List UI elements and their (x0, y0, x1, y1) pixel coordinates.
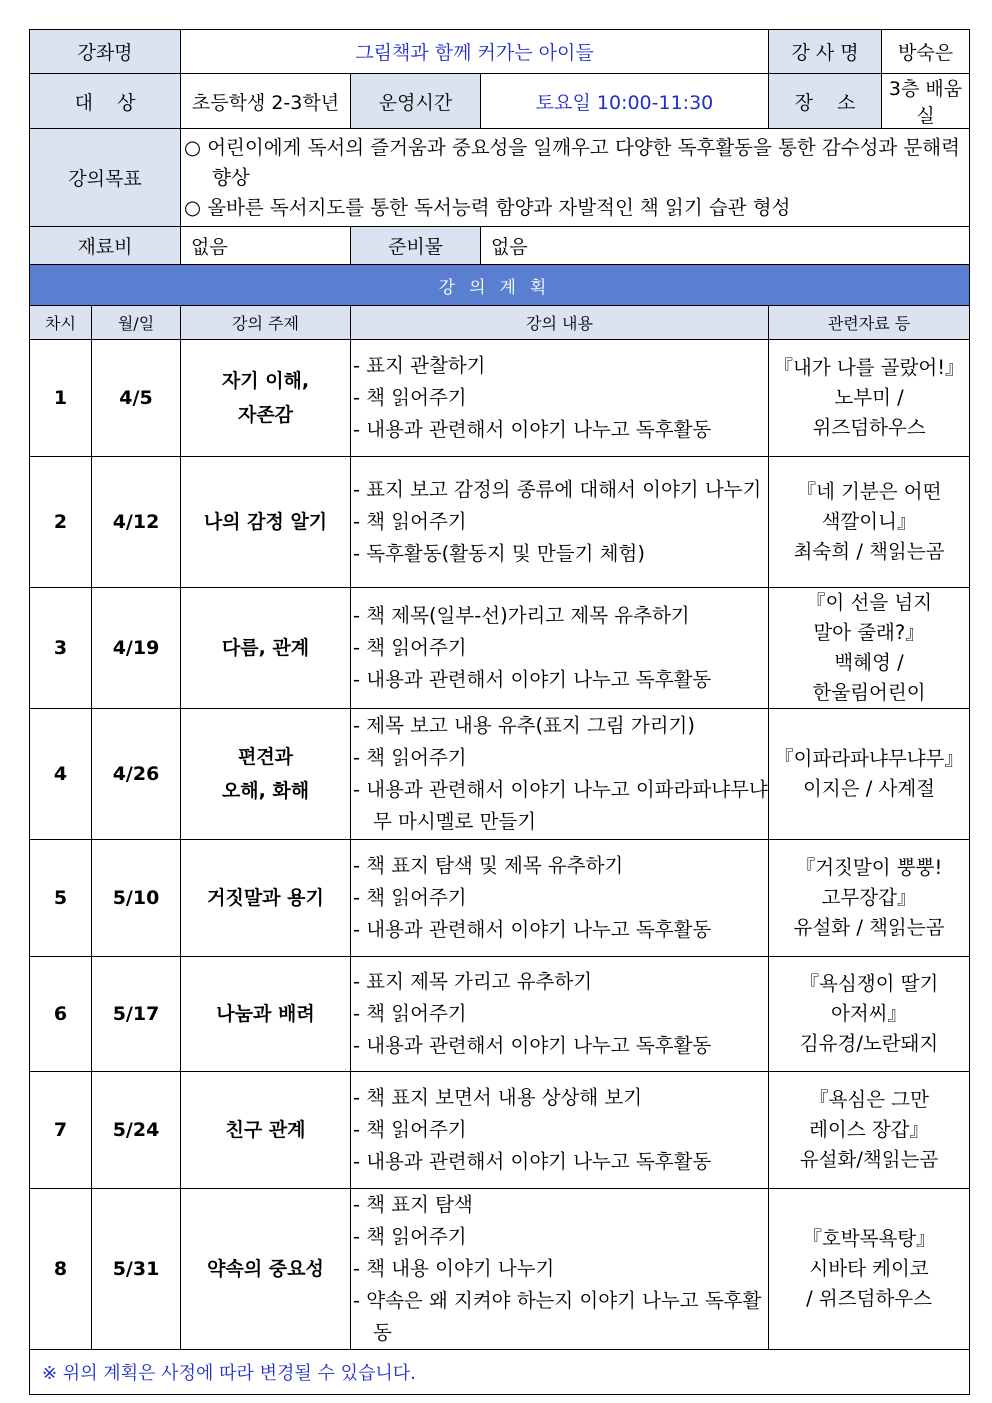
session-content (351, 457, 769, 588)
course-name: 그림책과 함께 커가는 아이들 (181, 30, 769, 74)
session-content (351, 1072, 769, 1189)
session-row (30, 457, 970, 588)
session-reference (769, 1189, 970, 1350)
content-item: - 독후활동(활동지 및 만들기 체험) (353, 542, 645, 565)
session-number: 2 (30, 457, 92, 588)
topic-line: 약속의 중요성 (207, 1258, 324, 1280)
reference-line: 고무장갑』 (821, 886, 917, 909)
session-content (351, 588, 769, 709)
content-item: - 내용과 관련해서 이야기 나누고 독후활동 (353, 668, 712, 691)
content-item: - 표지 제목 가리고 유추하기 (353, 970, 593, 993)
session-topic (181, 957, 351, 1072)
session-number: 7 (30, 1072, 92, 1189)
session-number: 8 (30, 1189, 92, 1350)
reference-line: 레이스 장갑』 (809, 1118, 929, 1141)
content-item: - 책 읽어주기 (353, 1002, 467, 1025)
content-item: - 책 읽어주기 (353, 510, 467, 533)
topic-line: 편견과 (237, 746, 294, 768)
reference-line: 최숙희 / 책읽는곰 (793, 540, 945, 563)
reference-line: 이지은 / 사계절 (803, 777, 936, 800)
column-header-content: 강의 내용 (351, 306, 769, 340)
topic-line: 거짓말과 용기 (207, 887, 324, 909)
session-number: 4 (30, 709, 92, 840)
session-date: 5/24 (92, 1072, 181, 1189)
time-label: 운영시간 (351, 74, 481, 129)
goal-item: ○ 어린이에게 독서의 즐거움과 중요성을 일깨우고 다양한 독후활동을 통한 감수성과 문해력 향상 (184, 135, 960, 189)
topic-line: 나의 감정 알기 (203, 511, 328, 533)
content-item: - 책 제목(일부-선)가리고 제목 유추하기 (353, 604, 690, 627)
session-reference (769, 840, 970, 957)
reference-line: / 위즈덤하우스 (806, 1287, 932, 1310)
reference-line: 한울림어린이 (812, 681, 926, 704)
content-item: - 책 읽어주기 (353, 636, 467, 659)
content-item: - 책 표지 탐색 및 제목 유추하기 (353, 854, 624, 877)
session-reference (769, 1072, 970, 1189)
column-header-session: 차시 (30, 306, 92, 340)
supplies-label: 준비물 (351, 227, 481, 265)
reference-line: 아저씨』 (831, 1002, 908, 1025)
reference-line: 김유경/노란돼지 (799, 1032, 939, 1055)
target-label-text: 대 상 (74, 91, 136, 114)
goal-label: 강의목표 (30, 129, 181, 227)
session-date: 4/12 (92, 457, 181, 588)
reference-line: 말아 줄래?』 (813, 621, 925, 644)
reference-line: 『거짓말이 뿡뿡! (795, 856, 943, 879)
session-date: 4/26 (92, 709, 181, 840)
content-item: - 내용과 관련해서 이야기 나누고 이파라파냐무냐무 마시멜로 만들기 (353, 778, 768, 833)
session-content (351, 957, 769, 1072)
course-name-label: 강좌명 (30, 30, 181, 74)
session-topic (181, 340, 351, 457)
material-fee-value: 없음 (181, 227, 351, 265)
content-item: - 내용과 관련해서 이야기 나누고 독후활동 (353, 1150, 712, 1173)
place-label (769, 74, 882, 129)
course-plan-table (29, 29, 970, 1395)
topic-line: 자존감 (237, 404, 294, 426)
reference-line: 위즈덤하우스 (812, 416, 926, 439)
session-content (351, 1189, 769, 1350)
content-item: - 책 읽어주기 (353, 1118, 467, 1141)
content-item: - 책 읽어주기 (353, 746, 467, 769)
content-item: - 내용과 관련해서 이야기 나누고 독후활동 (353, 918, 712, 941)
content-item: - 책 읽어주기 (353, 886, 467, 909)
reference-line: 색깔이니』 (821, 510, 917, 533)
reference-line: 『호박목욕탕』 (802, 1227, 936, 1250)
place-label-text: 장 소 (794, 91, 856, 114)
content-item: - 책 읽어주기 (353, 1225, 467, 1248)
session-number: 6 (30, 957, 92, 1072)
reference-line: 『내가 나를 골랐어!』 (773, 356, 965, 379)
reference-line: 유설화 / 책읽는곰 (793, 916, 945, 939)
session-date: 4/19 (92, 588, 181, 709)
session-row (30, 1189, 970, 1350)
content-item: - 내용과 관련해서 이야기 나누고 독후활동 (353, 418, 712, 441)
session-topic (181, 709, 351, 840)
session-topic (181, 1072, 351, 1189)
column-header-date: 월/일 (92, 306, 181, 340)
reference-line: 『욕심쟁이 딸기 (799, 972, 939, 995)
topic-line: 자기 이해, (221, 370, 310, 392)
session-content (351, 340, 769, 457)
session-content (351, 709, 769, 840)
session-topic (181, 588, 351, 709)
topic-line: 오해, 화해 (221, 780, 310, 802)
content-item: - 책 읽어주기 (353, 386, 467, 409)
session-number: 5 (30, 840, 92, 957)
instructor-name: 방숙은 (882, 30, 970, 74)
session-date: 5/31 (92, 1189, 181, 1350)
content-item: - 내용과 관련해서 이야기 나누고 독후활동 (353, 1034, 712, 1057)
session-reference (769, 457, 970, 588)
session-row (30, 588, 970, 709)
reference-line: 백혜영 / (834, 651, 904, 674)
goal-list (181, 129, 970, 227)
goal-item: ○ 올바른 독서지도를 통한 독서능력 함양과 자발적인 책 읽기 습관 형성 (184, 195, 791, 219)
session-topic (181, 840, 351, 957)
instructor-label: 강 사 명 (769, 30, 882, 74)
session-rows (30, 340, 970, 1350)
session-topic (181, 1189, 351, 1350)
column-header-topic: 강의 주제 (181, 306, 351, 340)
session-reference (769, 957, 970, 1072)
supplies-value: 없음 (481, 227, 970, 265)
reference-line: 유설화/책읽는곰 (799, 1148, 939, 1171)
session-number: 3 (30, 588, 92, 709)
target-label (30, 74, 181, 129)
reference-line: 『욕심은 그만 (809, 1088, 929, 1111)
session-row (30, 957, 970, 1072)
reference-line: 『네 기분은 어떤 (796, 480, 942, 503)
content-item: - 책 표지 보면서 내용 상상해 보기 (353, 1086, 643, 1109)
content-item: - 책 표지 탐색 (353, 1193, 473, 1216)
time-value: 토요일 10:00-11:30 (481, 74, 769, 129)
session-reference (769, 709, 970, 840)
content-item: - 책 내용 이야기 나누기 (353, 1257, 555, 1280)
session-row (30, 709, 970, 840)
column-header-references: 관련자료 등 (769, 306, 970, 340)
topic-line: 다름, 관계 (221, 637, 310, 659)
session-content (351, 840, 769, 957)
session-number: 1 (30, 340, 92, 457)
footer-note: ※ 위의 계획은 사정에 따라 변경될 수 있습니다. (30, 1350, 970, 1395)
topic-line: 친구 관계 (225, 1119, 306, 1141)
session-date: 5/17 (92, 957, 181, 1072)
target-value: 초등학생 2-3학년 (181, 74, 351, 129)
reference-line: 노부미 / (834, 386, 904, 409)
reference-line: 『이파라파냐무냐무』 (774, 747, 964, 770)
session-date: 5/10 (92, 840, 181, 957)
reference-line: 시바타 케이코 (809, 1257, 929, 1280)
session-topic (181, 457, 351, 588)
material-fee-label: 재료비 (30, 227, 181, 265)
plan-title: 강의계획 (30, 265, 970, 306)
session-row (30, 340, 970, 457)
topic-line: 나눔과 배려 (216, 1003, 315, 1025)
reference-line: 『이 선을 넘지 (805, 591, 933, 614)
session-row (30, 1072, 970, 1189)
session-row (30, 840, 970, 957)
session-reference (769, 340, 970, 457)
content-item: - 제목 보고 내용 유추(표지 그림 가리기) (353, 714, 695, 737)
content-item: - 약속은 왜 지켜야 하는지 이야기 나누고 독후활동 (353, 1289, 762, 1344)
place-value: 3층 배움실 (882, 74, 970, 129)
content-item: - 표지 관찰하기 (353, 354, 486, 377)
content-item: - 표지 보고 감정의 종류에 대해서 이야기 나누기 (353, 478, 762, 501)
session-reference (769, 588, 970, 709)
session-date: 4/5 (92, 340, 181, 457)
